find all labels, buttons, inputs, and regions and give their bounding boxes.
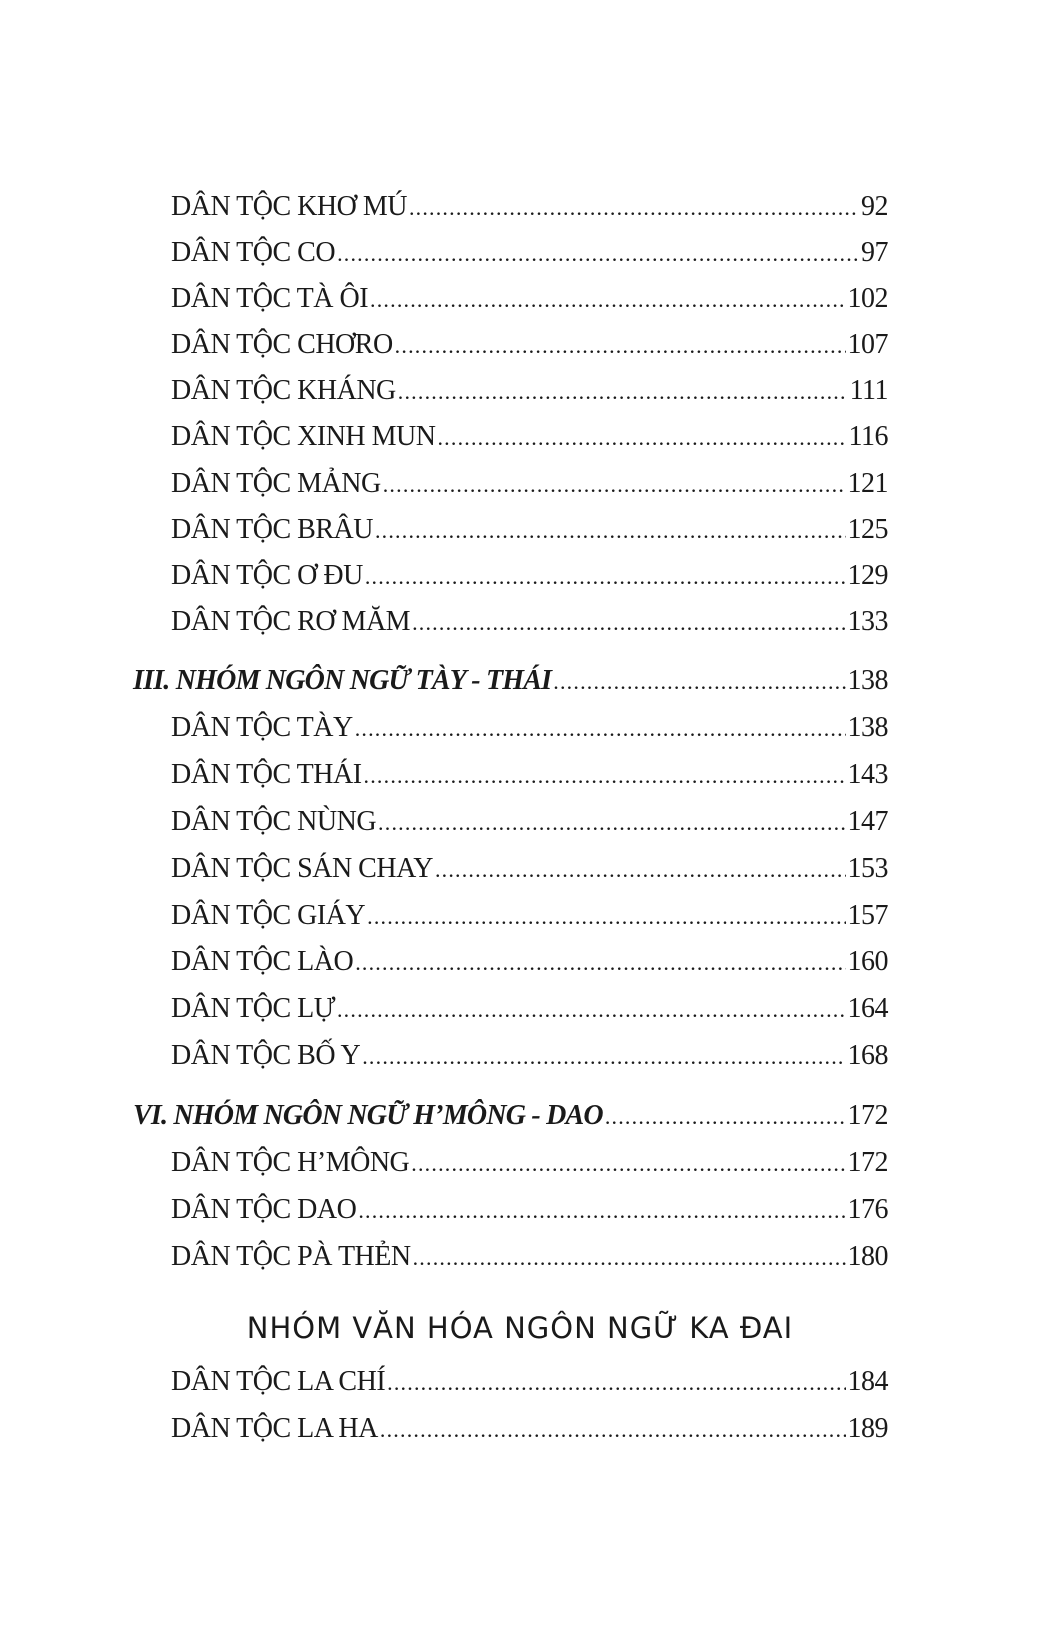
dot-leader [367, 900, 845, 934]
dot-leader [358, 1194, 845, 1228]
toc-group-tay-thai[interactable] [133, 664, 888, 698]
toc-entry-label: DÂN TỘC SÁN CHAY [171, 853, 433, 884]
dot-leader [355, 712, 846, 746]
toc-entry-label: DÂN TỘC RƠ MĂM [171, 606, 411, 637]
toc-entry-mang[interactable] [171, 467, 888, 501]
toc-entry-la-chi[interactable] [171, 1365, 888, 1399]
toc-entry-choro[interactable] [171, 328, 888, 362]
toc-entry-ta-oi[interactable] [171, 282, 888, 316]
toc-entry-xinh-mun[interactable] [171, 420, 888, 454]
toc-entry-label: DÂN TỘC NÙNG [171, 806, 377, 837]
toc-entry-san-chay[interactable] [171, 852, 888, 886]
toc-entry-page: 153 [847, 853, 888, 884]
toc-entry-label: DÂN TỘC CHƠRO [171, 329, 393, 360]
toc-entry-page: 102 [847, 283, 888, 314]
dot-leader [378, 806, 845, 840]
toc-entry-label: DÂN TỘC GIÁY [171, 900, 366, 931]
toc-entry-nung[interactable] [171, 805, 888, 839]
toc-entry-label: DÂN TỘC TÀY [171, 712, 353, 743]
toc-entry-giay[interactable] [171, 899, 888, 933]
dot-leader [337, 993, 846, 1027]
toc-entry-label: DÂN TỘC DAO [171, 1194, 357, 1225]
toc-entry-brau[interactable] [171, 513, 888, 547]
dot-leader [355, 946, 845, 980]
toc-entry-page: 147 [847, 806, 888, 837]
toc-entry-co[interactable] [171, 236, 888, 270]
toc-entry-page: 125 [847, 514, 888, 545]
toc-entry-label: DÂN TỘC THÁI [171, 759, 362, 790]
dot-leader [435, 853, 846, 887]
dot-leader [413, 1241, 846, 1275]
toc-entry-label: DÂN TỘC H’MÔNG [171, 1147, 410, 1178]
toc-entry-label: DÂN TỘC LỰ [171, 993, 335, 1024]
section-heading-ka-dai: NHÓM VĂN HÓA NGÔN NGỮ KA ĐAI [246, 1311, 794, 1345]
dot-leader [605, 1100, 846, 1134]
dot-leader [411, 1147, 845, 1181]
toc-entry-label: DÂN TỘC CO [171, 237, 336, 268]
toc-entry-ro-mam[interactable] [171, 605, 888, 639]
toc-entry-page: 143 [847, 759, 888, 790]
toc-entry-dao[interactable] [171, 1193, 888, 1227]
toc-entry-page: 138 [847, 712, 888, 743]
toc-entry-page: 111 [849, 375, 888, 406]
toc-entry-page: 184 [847, 1366, 888, 1397]
toc-entry-page: 172 [847, 1147, 888, 1178]
toc-entry-thai[interactable] [171, 758, 888, 792]
toc-entry-lu[interactable] [171, 992, 888, 1026]
dot-leader [370, 283, 845, 317]
toc-entry-page: 168 [847, 1040, 888, 1071]
toc-entry-hmong[interactable] [171, 1146, 888, 1180]
dot-leader [409, 191, 859, 225]
toc-entry-bo-y[interactable] [171, 1039, 888, 1073]
toc-entry-label: DÂN TỘC TÀ ÔI [171, 283, 369, 314]
toc-entry-page: 164 [847, 993, 888, 1024]
dot-leader [365, 560, 846, 594]
toc-entry-kho-mu[interactable] [171, 190, 888, 224]
toc-entry-label: DÂN TỘC KHÁNG [171, 375, 396, 406]
toc-entry-label: DÂN TỘC LA CHÍ [171, 1366, 386, 1397]
dot-leader [553, 665, 845, 699]
dot-leader [375, 514, 846, 548]
toc-entry-label: DÂN TỘC LÀO [171, 946, 354, 977]
dot-leader [383, 468, 846, 502]
dot-leader [437, 421, 846, 455]
toc-entry-page: 160 [847, 946, 888, 977]
toc-entry-khang[interactable] [171, 374, 888, 408]
toc-entry-page: 138 [847, 665, 888, 696]
toc-group-hmong-dao[interactable] [133, 1099, 888, 1133]
toc-entry-label: DÂN TỘC KHƠ MÚ [171, 191, 407, 222]
toc-entry-label: DÂN TỘC BRÂU [171, 514, 373, 545]
toc-entry-label: DÂN TỘC PÀ THẺN [171, 1241, 411, 1272]
toc-entry-lao[interactable] [171, 945, 888, 979]
toc-entry-tay[interactable] [171, 711, 888, 745]
toc-entry-la-ha[interactable] [171, 1412, 888, 1446]
toc-entry-o-du[interactable] [171, 559, 888, 593]
toc-entry-page: 107 [847, 329, 888, 360]
toc-entry-label: DÂN TỘC MẢNG [171, 468, 381, 499]
toc-entry-page: 97 [861, 237, 888, 268]
toc-entry-page: 189 [847, 1413, 888, 1444]
dot-leader [380, 1413, 846, 1447]
toc-entry-pa-then[interactable] [171, 1240, 888, 1274]
dot-leader [387, 1366, 845, 1400]
toc-entry-label: DÂN TỘC Ơ ĐU [171, 560, 363, 591]
dot-leader [395, 329, 846, 363]
toc-group-label: VI. NHÓM NGÔN NGỮ H’MÔNG - DAO [133, 1100, 603, 1131]
toc-entry-page: 176 [847, 1194, 888, 1225]
toc-entry-page: 180 [847, 1241, 888, 1272]
toc-entry-label: DÂN TỘC BỐ Y [171, 1040, 361, 1071]
toc-group-label: III. NHÓM NGÔN NGỮ TÀY - THÁI [133, 665, 552, 696]
toc-entry-label: DÂN TỘC XINH MUN [171, 421, 436, 452]
dot-leader [362, 1040, 845, 1074]
dot-leader [412, 606, 845, 640]
dot-leader [337, 237, 859, 271]
toc-entry-page: 172 [847, 1100, 888, 1131]
toc-entry-page: 157 [847, 900, 888, 931]
toc-entry-page: 92 [861, 191, 888, 222]
toc-entry-page: 133 [847, 606, 888, 637]
toc-entry-label: DÂN TỘC LA HA [171, 1413, 378, 1444]
toc-entry-page: 129 [847, 560, 888, 591]
toc-entry-page: 116 [848, 421, 888, 452]
dot-leader [364, 759, 846, 793]
dot-leader [398, 375, 848, 409]
toc-entry-page: 121 [847, 468, 888, 499]
